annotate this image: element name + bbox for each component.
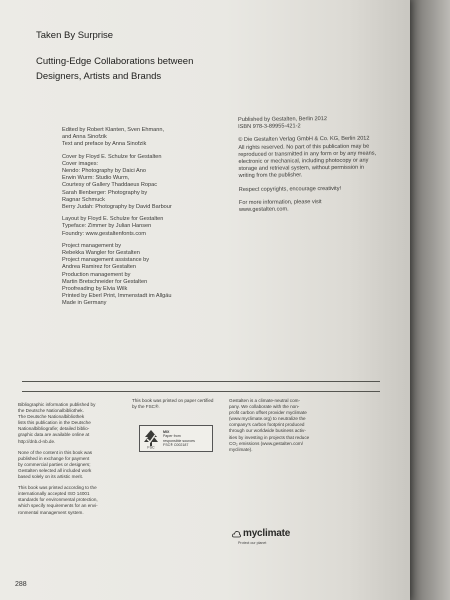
subtitle-line: Cutting-Edge Collaborations between — [36, 56, 194, 67]
respect-line: Respect copyrights, encourage creativity! — [238, 185, 342, 193]
credit-line: Typeface: Zimmer by Julian Hansen — [62, 223, 152, 230]
paper-note-line: This book was printed on paper certified — [132, 398, 214, 403]
biblio-line: The Deutsche Nationalbibliothek — [18, 414, 85, 420]
page-number: 288 — [15, 581, 27, 588]
divider-rule — [22, 381, 380, 382]
credit-line: and Anna Sinofzik — [62, 134, 107, 141]
credit-line: Project management by — [62, 242, 122, 249]
biblio-line: ronmental management system. — [18, 509, 84, 515]
biblio-line: standards for environmental protection, — [18, 497, 98, 503]
credit-line: Layout by Floyd E. Schulze for Gestalten — [62, 216, 164, 223]
myclimate-logo — [232, 528, 290, 539]
fsc-line: Paper from — [163, 434, 181, 439]
biblio-line: Gestalten selected all included work — [18, 467, 92, 473]
credit-line: Edited by Robert Klanten, Sven Ehmann, — [62, 127, 164, 133]
rights-column — [238, 115, 399, 214]
climate-line: through our worldwide business activ- — [229, 428, 306, 434]
biblio-line: based solely on its artistic merit. — [18, 474, 84, 480]
climate-line: Gestalten is a climate-neutral com- — [229, 398, 300, 403]
published-line: Published by Gestalten, Berlin 2012 — [238, 116, 327, 123]
climate-line: CO₂ emissions (www.gestalten.com/ — [229, 440, 304, 446]
fsc-mix: MIX — [163, 429, 170, 434]
more-info-line: For more information, please visit — [238, 198, 322, 206]
book-title: Taken By Surprise — [36, 30, 114, 41]
credit-line: Martin Bretschneider for Gestalten — [62, 278, 148, 285]
biblio-line: by commercial parties or designers; — [18, 461, 91, 467]
biblio-line: This book was printed according to the — [18, 485, 97, 491]
credit-line: Sarah Illenberger: Photography by — [62, 189, 148, 196]
copyright-line: writing from the publisher. — [238, 172, 303, 180]
biblio-line: published in exchange for payment — [18, 455, 90, 461]
climate-line: ities by investing in projects that reduce — [229, 434, 310, 440]
myclimate-tagline: Protect our planet — [238, 541, 267, 545]
climate-line: pany. We collaborate with the non- — [229, 404, 300, 410]
website-line: www.gestalten.com. — [238, 206, 289, 214]
credit-line: Ragnar Schmuck — [62, 196, 105, 203]
credit-line: Berry Judah: Photography by David Barbour — [62, 204, 172, 211]
credit-line: Andrea Ramirez for Gestalten — [62, 264, 136, 271]
credit-line: Nendo: Photography by Daici Ano — [62, 168, 146, 175]
fsc-line: FSC® C002187 — [163, 442, 189, 447]
fsc-label: FSC — [147, 445, 155, 449]
biblio-line: Bibliographic information published by — [18, 402, 96, 407]
isbn-line: ISBN 978-3-89955-421-2 — [238, 123, 301, 131]
climate-line: (www.myclimate.org) to neutralize the — [229, 416, 306, 422]
credit-line: Cover by Floyd E. Schulze for Gestalten — [62, 153, 162, 160]
fsc-logo — [139, 425, 213, 452]
credit-line: Erwin Wurm: Studio Wurm, — [62, 175, 130, 182]
divider-rule — [22, 391, 380, 392]
biblio-line: http://dnb.d-nb.de. — [18, 438, 56, 444]
paper-note-line: by the FSC®. — [132, 404, 160, 410]
climate-line: company's carbon footprint produced — [229, 422, 305, 428]
myclimate-wordmark: myclimate — [243, 528, 291, 539]
climate-line: profit carbon offset provider myclimate — [229, 410, 307, 416]
credit-line: Production management by — [62, 271, 131, 278]
background-surface — [404, 0, 450, 600]
credit-line: Proofreading by Elvia Wilk — [62, 286, 128, 293]
bibliographic-column — [18, 402, 126, 516]
credits-column — [62, 127, 242, 308]
copyright-line: All rights reserved. No part of this publication may be — [238, 143, 370, 151]
credit-line: Project management assistance by — [62, 257, 150, 264]
climate-column — [229, 398, 339, 453]
credit-line: Courtesy of Gallery Thaddaeus Ropac — [62, 182, 158, 189]
climate-line: myclimate). — [229, 446, 253, 452]
paper-note — [132, 398, 222, 410]
credit-line: Text and preface by Anna Sinofzik — [62, 141, 147, 148]
copyright-line: reproduced or transmitted in any form or by any means, — [238, 150, 377, 158]
biblio-line: None of the content in this book was — [18, 449, 93, 455]
fsc-line: responsible sources — [163, 438, 195, 443]
copyright-line: electronic or mechanical, including photocopy or any — [238, 157, 369, 166]
biblio-line: graphic data are available online at — [18, 432, 90, 438]
biblio-line: lists this publication in the Deutsche — [18, 420, 91, 426]
credit-line: Printed by Eberl Print, Immenstadt im Allgäu — [62, 293, 172, 300]
biblio-line: Nationalbibliografie; detailed biblio- — [18, 426, 90, 432]
credit-line: Foundry: www.gestaltenfonts.com — [62, 230, 146, 237]
book-subtitle — [36, 54, 266, 84]
subtitle-line: Designers, Artists and Brands — [36, 71, 162, 82]
biblio-line: which specify requirements for an envi- — [18, 503, 98, 509]
credit-line: Made in Germany — [62, 300, 107, 307]
cloud-icon — [232, 530, 241, 538]
credit-line: Rebekka Wangler for Gestalten — [62, 250, 140, 257]
credit-line: Cover images: — [62, 160, 99, 167]
copyright-line: © Die Gestalten Verlag GmbH & Co. KG, Berlin 2012 — [238, 136, 370, 144]
copyright-line: storage and retrieval system, without permission in — [238, 164, 365, 173]
biblio-line: the Deutsche Nationalbibliothek. — [18, 408, 84, 414]
biblio-line: internationally accepted ISO 14001 — [18, 491, 90, 497]
tree-checkmark-icon — [143, 429, 159, 449]
fsc-text — [163, 430, 195, 447]
